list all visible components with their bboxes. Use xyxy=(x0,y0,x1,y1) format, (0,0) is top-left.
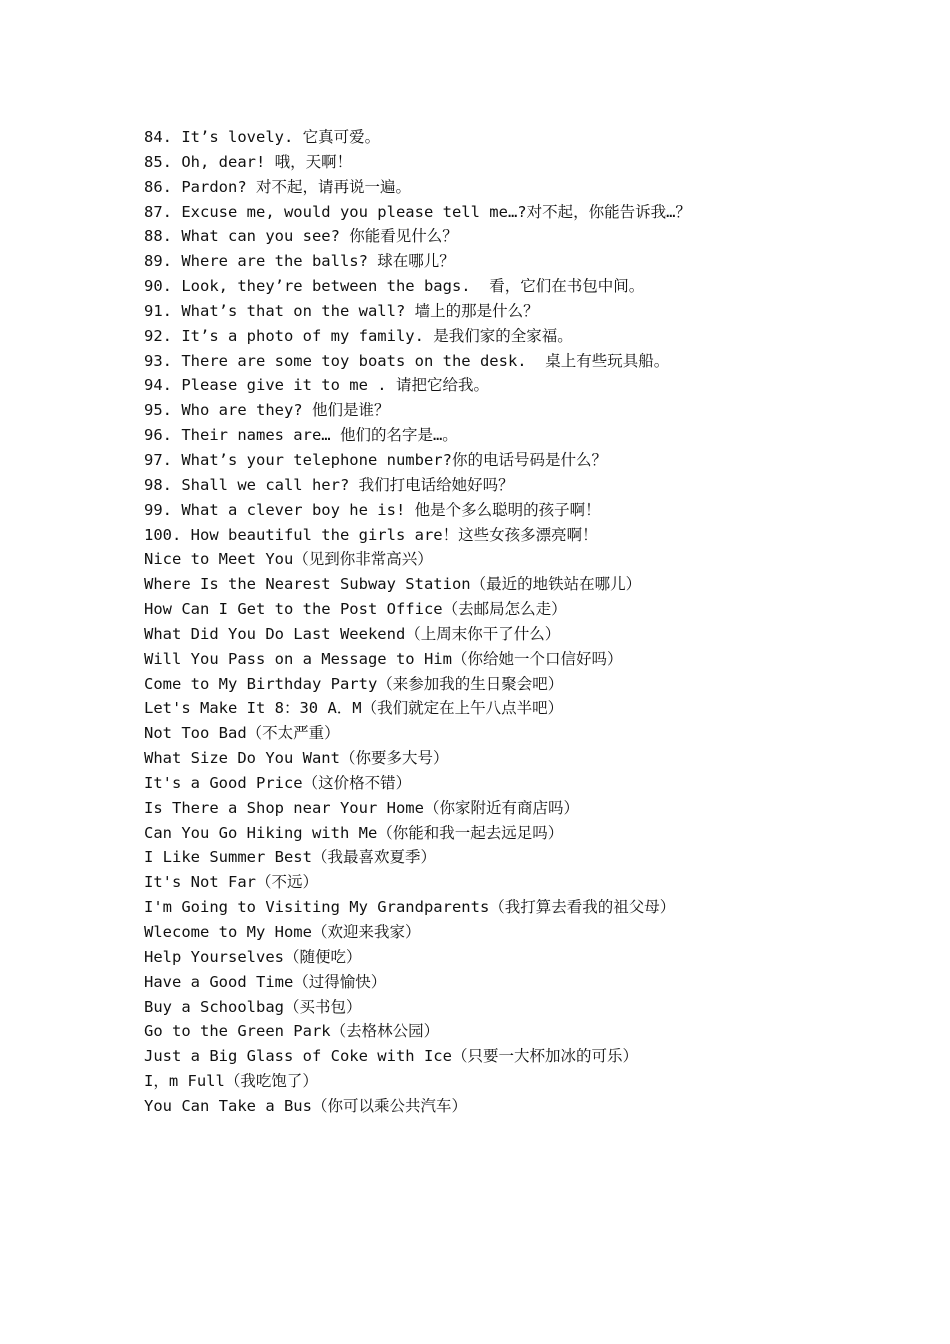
phrase-line: 85. Oh, dear! 哦，天啊！ xyxy=(144,152,353,171)
phrase-line: I Like Summer Best（我最喜欢夏季） xyxy=(144,848,436,867)
phrase-line: 96. Their names are… 他们的名字是…。 xyxy=(144,426,458,445)
phrase-line: Come to My Birthday Party（来参加我的生日聚会吧） xyxy=(144,674,564,693)
phrase-line: 98. Shall we call her? 我们打电话给她好吗？ xyxy=(144,475,514,494)
phrase-line: 84. It’s lovely. 它真可爱。 xyxy=(144,128,381,146)
phrase-line: 93. There are some toy boats on the desk. 桌上有些玩具船。 xyxy=(144,351,670,370)
phrase-line: Is There a Shop near Your Home（你家附近有商店吗） xyxy=(144,798,579,817)
phrase-line: You Can Take a Bus（你可以乘公共汽车） xyxy=(144,1096,467,1115)
phrase-line: Not Too Bad（不太严重） xyxy=(144,724,340,743)
phrase-line: Have a Good Time（过得愉快） xyxy=(144,972,387,991)
phrase-line: 89. Where are the balls? 球在哪儿？ xyxy=(144,252,455,271)
phrase-line: Help Yourselves（随便吃） xyxy=(144,947,362,966)
phrase-line: What Did You Do Last Weekend（上周末你干了什么） xyxy=(144,624,561,643)
phrase-line: Let's Make It 8：30 A．M（我们就定在上午八点半吧） xyxy=(144,699,564,718)
phrase-line: Wlecome to My Home（欢迎来我家） xyxy=(144,923,421,941)
phrase-line: Nice to Meet You（见到你非常高兴） xyxy=(144,550,433,569)
phrase-line: 90. Look, they’re between the bags. 看，它们在书包中间。 xyxy=(144,277,645,296)
phrase-line: 87. Excuse me, would you please tell me…?对不起，你能告诉我…？ xyxy=(144,202,691,221)
phrase-line: It's a Good Price（这价格不错） xyxy=(144,773,412,792)
phrase-line: Buy a Schoolbag（买书包） xyxy=(144,997,362,1016)
phrase-line: 92. It’s a photo of my family. 是我们家的全家福。 xyxy=(144,326,573,345)
phrase-line: Where Is the Nearest Subway Station（最近的地铁站在哪儿） xyxy=(144,575,642,594)
phrase-line: What Size Do You Want（你要多大号） xyxy=(144,749,449,768)
phrase-line: 88. What can you see? 你能看见什么？ xyxy=(144,227,458,246)
phrase-line: 99. What a clever boy he is! 他是个多么聪明的孩子啊！ xyxy=(144,500,601,519)
phrase-line: Just a Big Glass of Coke with Ice（只要一大杯加冰的可乐） xyxy=(144,1047,638,1066)
phrase-line: 94. Please give it to me . 请把它给我。 xyxy=(144,376,489,395)
phrase-line: Will You Pass on a Message to Him（你给她一个口信好吗） xyxy=(144,649,623,668)
phrase-line: How Can I Get to the Post Office（去邮局怎么走） xyxy=(144,600,567,619)
phrase-line: 95. Who are they? 他们是谁？ xyxy=(144,401,390,420)
phrase-line: 86. Pardon? 对不起，请再说一遍。 xyxy=(144,177,411,196)
phrase-line: 91. What’s that on the wall? 墙上的那是什么？ xyxy=(144,301,539,320)
phrase-line: 97. What’s your telephone number?你的电话号码是什么？ xyxy=(144,450,607,469)
phrase-line: I，m Full（我吃饱了） xyxy=(144,1072,318,1091)
phrase-line: Go to the Green Park（去格林公园） xyxy=(144,1022,440,1041)
phrase-line: I'm Going to Visiting My Grandparents（我打算去看我的祖父母） xyxy=(144,898,676,917)
phrase-list xyxy=(144,125,924,1119)
phrase-line: Can You Go Hiking with Me（你能和我一起去远足吗） xyxy=(144,823,564,842)
phrase-line: 100. How beautiful the girls are！这些女孩多漂亮啊！ xyxy=(144,525,598,544)
phrase-line: It's Not Far（不远） xyxy=(144,873,318,892)
